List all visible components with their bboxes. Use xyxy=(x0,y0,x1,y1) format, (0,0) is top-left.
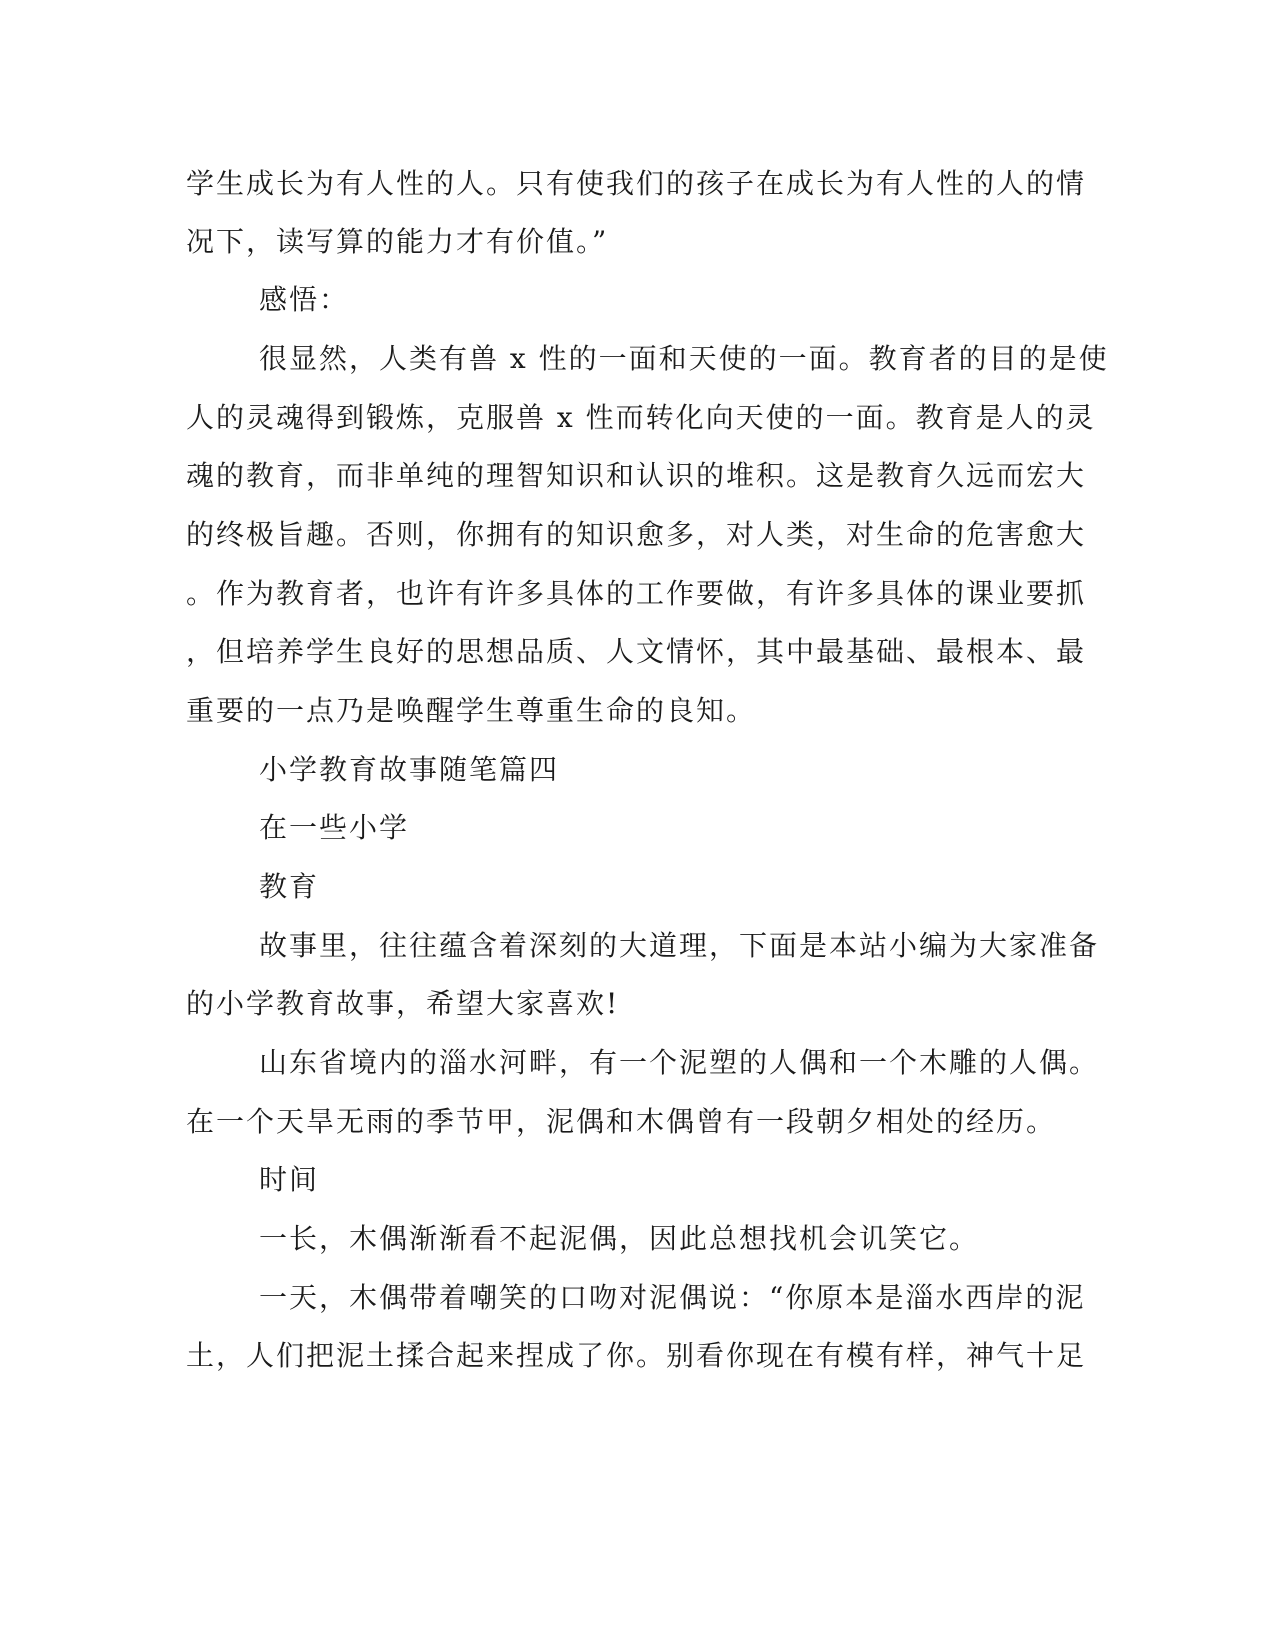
paragraph-line: 一天，木偶带着嘲笑的口吻对泥偶说：“你原本是淄水西岸的泥 xyxy=(259,1281,1086,1314)
paragraph-line: 一长，木偶渐渐看不起泥偶，因此总想找机会讥笑它。 xyxy=(259,1222,980,1255)
paragraph-line: 山东省境内的淄水河畔，有一个泥塑的人偶和一个木雕的人偶。 xyxy=(259,1046,1100,1079)
section-label: 感悟： xyxy=(259,283,350,316)
paragraph-line: 很显然，人类有兽 x 性的一面和天使的一面。教育者的目的是使 xyxy=(259,342,1109,375)
paragraph-line: 学生成长为有人性的人。只有使我们的孩子在成长为有人性的人的情 xyxy=(186,167,1087,200)
paragraph-line: 在一些小学 xyxy=(259,811,410,844)
paragraph-line: 人的灵魂得到锻炼，克服兽 x 性而转化向天使的一面。教育是人的灵 xyxy=(186,401,1096,434)
paragraph-line: 土，人们把泥土揉合起来捏成了你。别看你现在有模有样，神气十足 xyxy=(186,1339,1087,1372)
paragraph-line: 的终极旨趣。否则，你拥有的知识愈多，对人类，对生命的危害愈大 xyxy=(186,518,1087,551)
section-heading: 小学教育故事随笔篇四 xyxy=(259,753,560,786)
paragraph-line: 况下，读写算的能力才有价值。” xyxy=(186,225,609,258)
paragraph-line: 故事里，往往蕴含着深刻的大道理，下面是本站小编为大家准备 xyxy=(259,929,1100,962)
paragraph-line: 在一个天旱无雨的季节甲，泥偶和木偶曾有一段朝夕相处的经历。 xyxy=(186,1105,1057,1138)
paragraph-line: 的小学教育故事，希望大家喜欢! xyxy=(186,987,620,1020)
paragraph-line: 教育 xyxy=(259,870,320,903)
paragraph-line: ，但培养学生良好的思想品质、人文情怀，其中最基础、最根本、最 xyxy=(186,635,1087,668)
paragraph-line: 重要的一点乃是唤醒学生尊重生命的良知。 xyxy=(186,694,757,727)
paragraph-line: 时间 xyxy=(259,1163,320,1196)
paragraph-line: 。作为教育者，也许有许多具体的工作要做，有许多具体的课业要抓 xyxy=(186,577,1087,610)
paragraph-line: 魂的教育，而非单纯的理智知识和认识的堆积。这是教育久远而宏大 xyxy=(186,459,1087,492)
